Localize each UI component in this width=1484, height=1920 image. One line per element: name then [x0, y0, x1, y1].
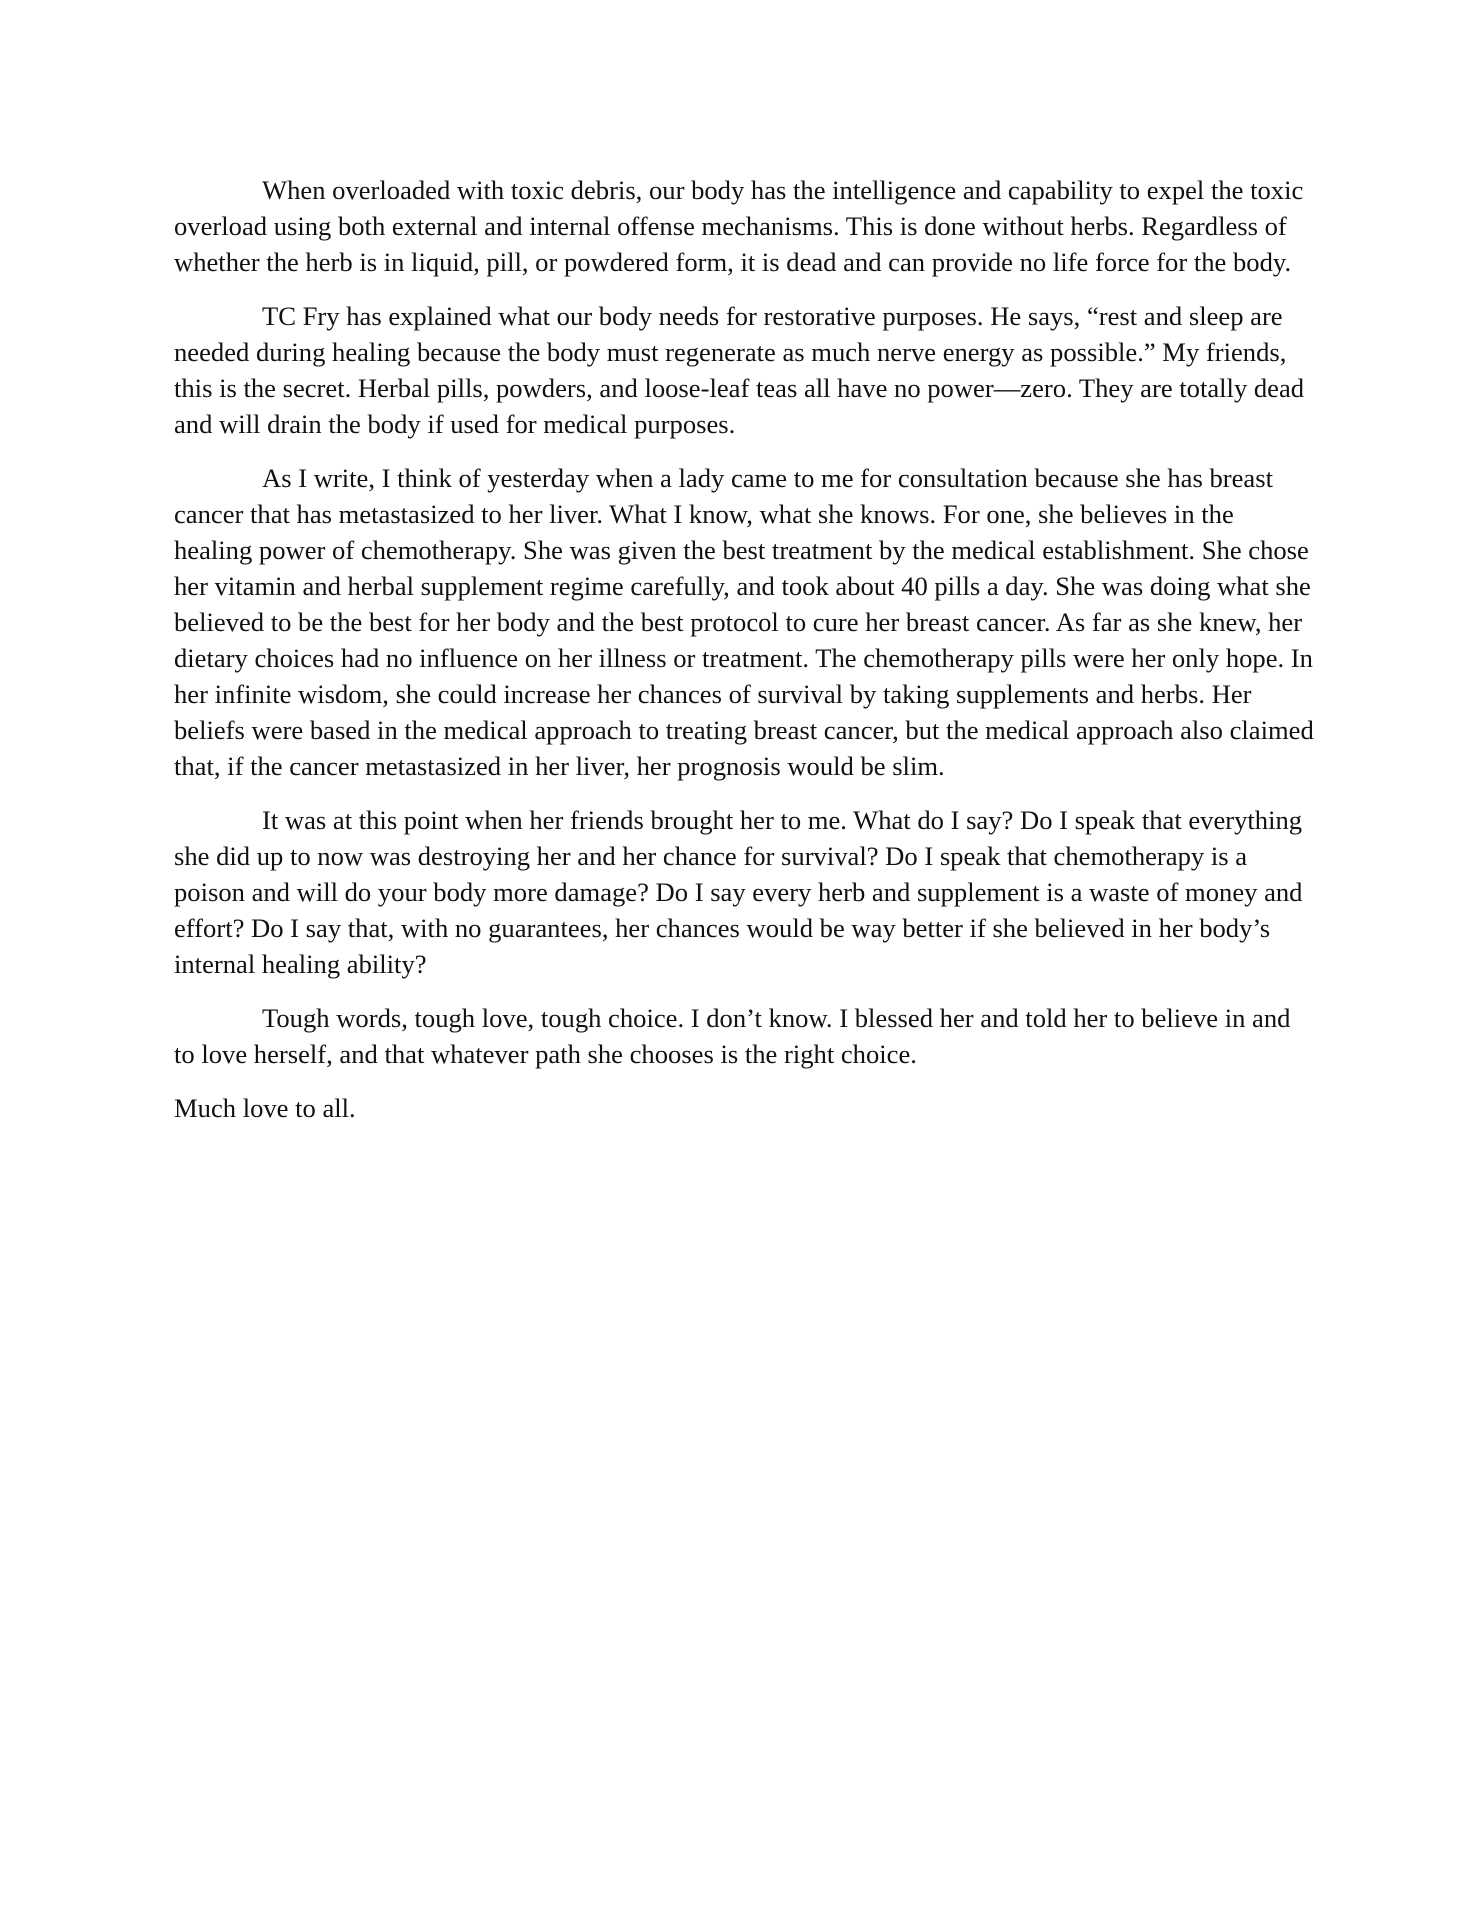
closing-line: Much love to all. — [174, 1093, 356, 1123]
paragraph-1: When overloaded with toxic debris, our body has the intelligence and capability to expel the toxic overload using both external and internal offense mechanisms. This is done without herbs. Regardless of whether the herb is in liquid, pill, or powdered form, it is dead and can provide no life force for the body. — [174, 175, 1304, 277]
paragraph-3: As I write, I think of yesterday when a lady came to me for consultation because she has breast cancer that has metastasized to her liver. What I know, what she knows. For one, she believes in the healing power of chemotherapy. She was given the best treatment by the medical establishment. She chose her vitamin and herbal supplement regime carefully, and took about 40 pills a day. She was doing what she believed to be the best for her body and the best protocol to cure her breast cancer. As far as she knew, her dietary choices had no influence on her illness or treatment. The chemotherapy pills were her only hope. In her infinite wisdom, she could increase her chances of survival by taking supplements and herbs. Her beliefs were based in the medical approach to treating breast cancer, but the medical approach also claimed that, if the cancer metastasized in her liver, her prognosis would be slim. — [174, 463, 1314, 781]
paragraph-4: It was at this point when her friends brought her to me. What do I say? Do I speak that everything she did up to now was destroying her and her chance for survival? Do I speak that chemotherapy is a poison and will do your body more damage? Do I say every herb and supplement is a waste of money and effort? Do I say that, with no guarantees, her chances would be way better if she believed in her body’s internal healing ability? — [174, 805, 1303, 979]
paragraph-5: Tough words, tough love, tough choice. I don’t know. I blessed her and told her to believe in and to love herself, and that whatever path she chooses is the right choice. — [174, 1003, 1291, 1069]
document-body — [174, 172, 1314, 1144]
paragraph-2: TC Fry has explained what our body needs for restorative purposes. He says, “rest and sleep are needed during healing because the body must regenerate as much nerve energy as possible.” My friends, this is the secret. Herbal pills, powders, and loose-leaf teas all have no power—zero. They are totally dead and will drain the body if used for medical purposes. — [174, 301, 1305, 439]
